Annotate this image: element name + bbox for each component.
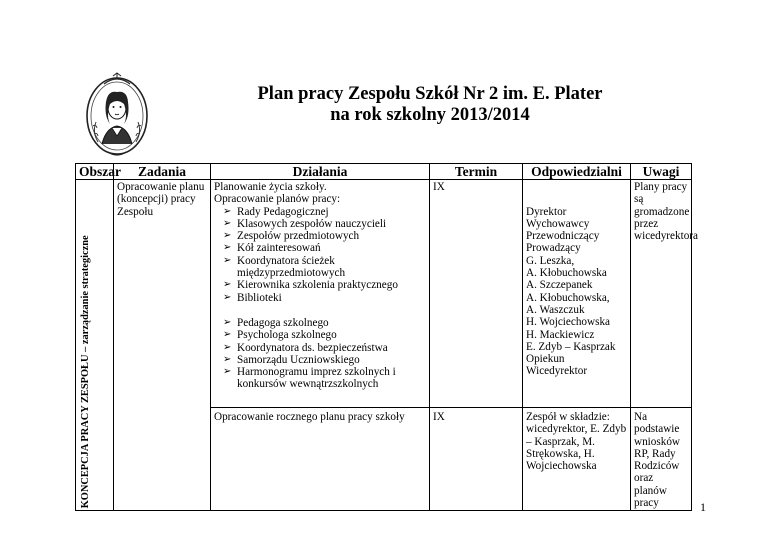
termin-cell: IX (430, 408, 523, 511)
odpowiedzialni-cell: Zespół w składzie: wicedyrektor, E. Zdyb – Kasprzak, M. Strękowska, H. Wojciechowska (523, 408, 631, 511)
title-line-2: na rok szkolny 2013/2014 (330, 105, 530, 125)
work-plan-table (75, 163, 698, 511)
responsible-line: H. Wojciechowska (526, 316, 611, 329)
title-line-1: Plan pracy Zespołu Szkół Nr 2 im. E. Plater (257, 84, 603, 104)
responsible-line: H. Mackiewicz (526, 328, 595, 341)
termin-cell: IX (430, 180, 523, 408)
column-header-zadania: Zadania (114, 164, 211, 180)
list-item: ➢ Biblioteki (214, 292, 426, 304)
table-row (76, 180, 692, 408)
list-item: ➢ Pedagoga szkolnego (214, 317, 426, 329)
responsible-line: Dyrektor (526, 205, 567, 218)
uwagi-cell: Na podstawie wniosków RP, Rady Rodziców oraz planów pracy (631, 408, 692, 511)
responsible-line: E. Zdyb – Kasprzak (526, 340, 616, 353)
responsible-line: G. Leszka, (526, 254, 575, 267)
column-header-dzialania: Działania (211, 164, 430, 180)
blank-spacer (526, 193, 627, 205)
obszar-cell (76, 180, 114, 511)
dzialania-intro-1: Planowanie życia szkoły. (214, 181, 327, 193)
plan-list-a (214, 206, 426, 304)
odpowiedzialni-cell (523, 180, 631, 408)
dzialanie-cell: Opracowanie rocznego planu pracy szkoły (211, 408, 430, 511)
plan-table-wrapper (75, 163, 698, 510)
column-header-odpowiedzialni: Odpowiedzialni (523, 164, 631, 180)
responsible-line: Przewodniczący (526, 230, 600, 243)
list-item: ➢ Rady Pedagogicznej (214, 206, 426, 218)
zadanie-cell (114, 180, 211, 511)
column-header-termin: Termin (430, 164, 523, 180)
dzialania-intro-2: Opracowanie planów pracy: (214, 193, 341, 206)
list-item: ➢ Koordynatora ścieżek międzyprzedmiotowych (214, 255, 426, 280)
responsible-line: A. Waszczuk (526, 303, 585, 316)
page-number: 1 (700, 500, 706, 514)
list-item: ➢ Klasowych zespołów nauczycieli (214, 218, 426, 230)
list-item: ➢ Kierownika szkolenia praktycznego (214, 279, 426, 291)
responsible-line: A. Kłobuchowska (526, 267, 607, 280)
responsible-line: Wicedyrektor (526, 365, 588, 378)
list-item: ➢ Harmonogramu imprez szkolnych i konkursów wewnątrzszkolnych (214, 366, 426, 391)
list-item: ➢ Kół zainteresowań (214, 242, 426, 254)
column-header-uwagi: Uwagi (631, 164, 692, 180)
list-item: ➢ Koordynatora ds. bezpieczeństwa (214, 342, 426, 354)
school-emblem-logo (84, 72, 150, 158)
responsible-line: Prowadzący (526, 242, 581, 255)
table-header-row (76, 164, 692, 180)
list-gap (214, 304, 426, 317)
plan-list-b (214, 317, 426, 391)
document-title (170, 84, 690, 126)
responsible-line: A. Szczepanek (526, 279, 593, 292)
zadanie-text: Opracowanie planu (koncepcji) pracy Zespołu (117, 181, 205, 218)
blank-spacer (526, 181, 627, 193)
list-item: ➢ Samorządu Uczniowskiego (214, 354, 426, 366)
dzialania-cell (211, 180, 430, 408)
list-item: ➢ Psychologa szkolnego (214, 329, 426, 341)
list-item: ➢ Zespołów przedmiotowych (214, 230, 426, 242)
obszar-label: KONCEPCJA PRACY ZESPOŁU – zarządzanie strategiczne (80, 235, 91, 509)
responsible-line: Opiekun (526, 353, 565, 366)
uwagi-cell: Plany pracy są gromadzone przez wicedyrektora (631, 180, 692, 408)
responsible-line: Wychowawcy (526, 217, 590, 230)
responsible-line: A. Kłobuchowska, (526, 291, 610, 304)
column-header-obszar: Obszar (76, 164, 114, 180)
